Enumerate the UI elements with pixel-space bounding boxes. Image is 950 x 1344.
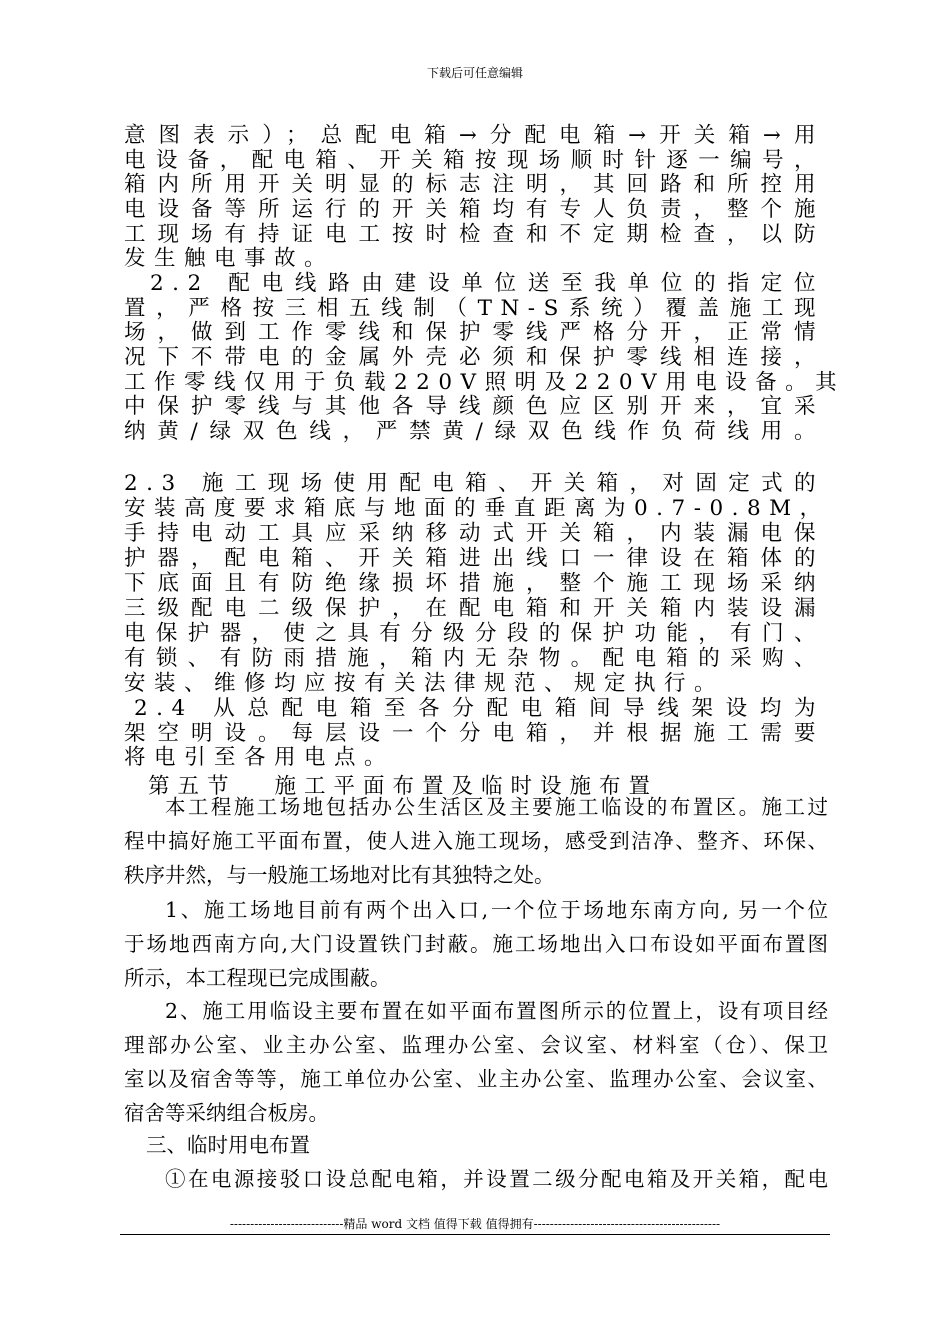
text-line: 工现场有持证电工按时检查和不定期检查，以防 — [124, 222, 824, 247]
text-line: 三级配电二级保护，在配电箱和开关箱内装设漏 — [124, 596, 824, 621]
text-line: 置，严格按三相五线制（TN-S系统）覆盖施工现 — [124, 296, 824, 321]
paragraph-entrances — [124, 893, 828, 995]
text-line: ①在电源接驳口设总配电箱，并设置二级分配电箱及开关箱，配电 — [165, 1167, 828, 1191]
text-line: 将电引至各用电点。 — [124, 745, 395, 770]
text-line: 场，做到工作零线和保护零线严格分开，正常情 — [124, 320, 824, 345]
text-line: 于场地西南方向,大门设置铁门封蔽。施工场地出入口布设如平面布置图 — [124, 932, 828, 956]
text-line: 有锁、有防雨措施，箱内无杂物。配电箱的采购、 — [124, 646, 824, 671]
text-line: 宿舍等采纳组合板房。 — [124, 1101, 329, 1125]
text-line: 纳黄/绿双色线，严禁黄/绿双色线作负荷线用。 — [124, 419, 824, 444]
text-line: 1、施工场地目前有两个出入口,一个位于场地东南方向, 另一个位 — [165, 898, 828, 922]
text-line: 2.2 配电线路由建设单位送至我单位的指定位 — [150, 271, 824, 296]
text-line: 所示，本工程现已完成围蔽。 — [124, 966, 391, 990]
text-line: 箱内所用开关明显的标志注明，其回路和所控用 — [124, 172, 824, 197]
section-title: 施工平面布置及临时设施布置 — [274, 774, 659, 799]
text-line: 意图表示）；总配电箱→分配电箱→开关箱→用 — [124, 123, 824, 148]
footer-divider — [120, 1234, 830, 1235]
text-line: 发生触电事故。 — [124, 246, 335, 271]
text-line: 2、施工用临设主要布置在如平面布置图所示的位置上，设有项目经 — [165, 999, 828, 1023]
text-line: 2.3 施工现场使用配电箱、开关箱，对固定式的 — [124, 471, 824, 496]
text-line: 下底面且有防绝缘损坏措施，整个施工现场采纳 — [124, 571, 824, 596]
text-line: 2.4 从总配电箱至各分配电箱间导线架设均为 — [134, 696, 824, 721]
heading-temporary-power — [146, 1128, 850, 1162]
text-line: 安装高度要求箱底与地面的垂直距离为0.7-0.8M， — [124, 496, 830, 521]
text-line: 秩序井然，与一般施工场地对比有其独特之处。 — [124, 863, 555, 887]
paragraph-power-layout — [124, 1162, 828, 1196]
text-line: 安装、维修均应按有关法律规范、规定执行。 — [124, 671, 725, 696]
paragraph-site-layout — [124, 790, 828, 892]
section-label: 第五节 — [148, 774, 237, 799]
text-line: 程中搞好施工平面布置，使人进入施工现场，感受到洁净、整齐、环保、 — [124, 829, 828, 853]
page-header: 下载后可任意编辑 — [426, 66, 523, 80]
text-line: 中保护零线与其他各导线颜色应区别开来，宜采 — [124, 394, 824, 419]
text-line: 电设备等所运行的开关箱均有专人负责，整个施 — [124, 197, 824, 222]
text-line: 电设备，配电箱、开关箱按现场顺时针逐一编号， — [124, 148, 824, 173]
text-line: 架空明设。每层设一个分电箱，并根据施工需要 — [124, 721, 824, 746]
text-line: 三、临时用电布置 — [146, 1133, 310, 1157]
text-line: 理部办公室、业主办公室、监理办公室、会议室、材料室（仓）、保卫 — [124, 1033, 828, 1057]
text-line: 况下不带电的金属外壳必须和保护零线相连接， — [124, 345, 824, 370]
text-line: 电保护器，使之具有分级分段的保护功能，有门、 — [124, 621, 824, 646]
text-line: 本工程施工场地包括办公生活区及主要施工临设的布置区。施工过 — [165, 795, 828, 819]
text-line: 护器，配电箱、开关箱进出线口一律设在箱体的 — [124, 546, 824, 571]
text-line: 工作零线仅用于负载220V照明及220V用电设备。其 — [124, 370, 846, 395]
text-line: 手持电动工具应采纳移动式开关箱，内装漏电保 — [124, 521, 824, 546]
text-line: 室以及宿舍等等，施工单位办公室、业主办公室、监理办公室、会议室、 — [124, 1067, 828, 1091]
page-footer: ----------------------------精品 word 文档 值得下载 值得拥有---------------------------------------------- — [229, 1217, 721, 1231]
paragraph-temporary-facilities — [124, 994, 828, 1130]
